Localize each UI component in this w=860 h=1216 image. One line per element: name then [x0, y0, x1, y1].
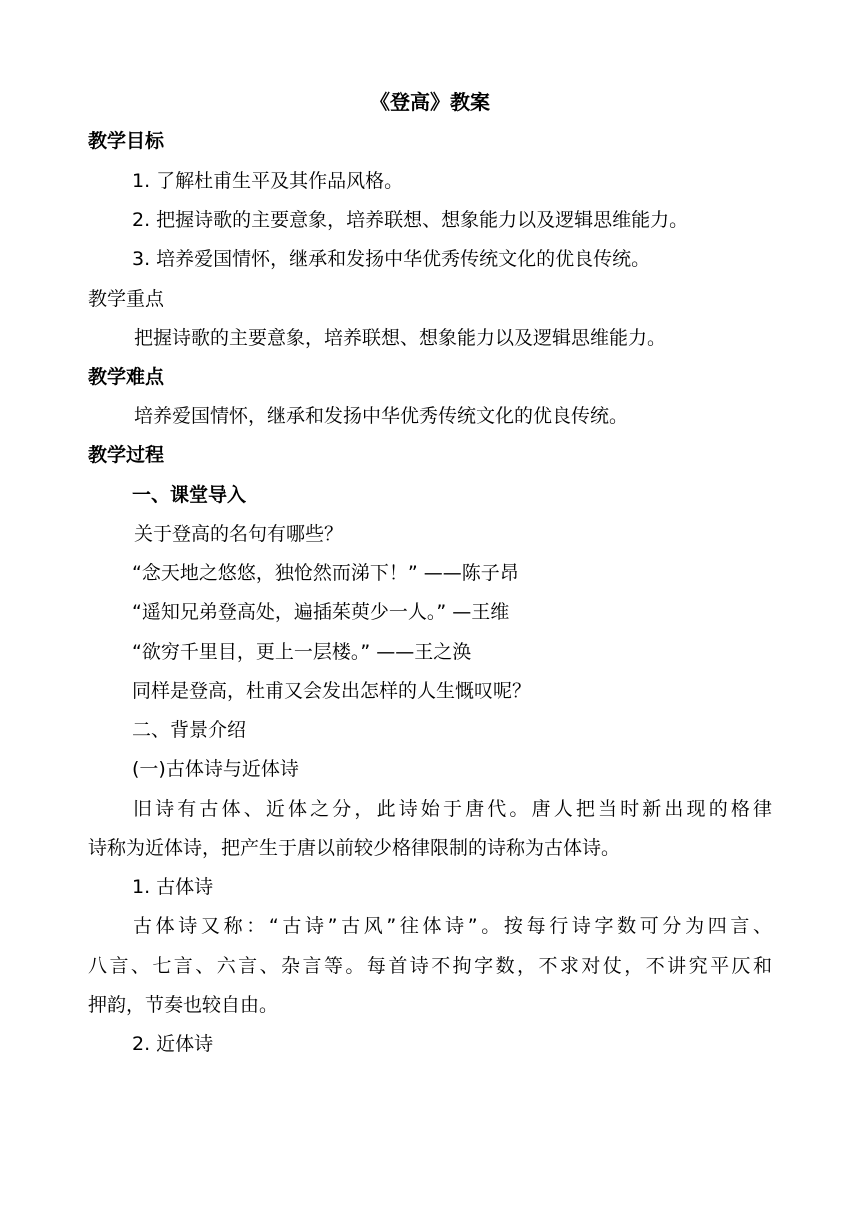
difficulties-text: 培养爱国情怀，继承和发扬中华优秀传统文化的优良传统。 [134, 405, 629, 427]
ancient-poetry-line: 八言、七言、六言、杂言等。每首诗不拘字数，不求对仗，不讲究平仄和 [88, 955, 772, 977]
key-points-text: 把握诗歌的主要意象，培养联想、想象能力以及逻辑思维能力。 [134, 327, 667, 349]
intro-closing: 同样是登高，杜甫又会发出怎样的人生慨叹呢？ [132, 680, 532, 702]
objective-item: 1. 了解杜甫生平及其作品风格。 [132, 170, 404, 192]
objective-item: 2. 把握诗歌的主要意象，培养联想、想象能力以及逻辑思维能力。 [132, 209, 689, 231]
intro-quote: “欲穷千里目，更上一层楼。” ——王之涣 [132, 641, 472, 663]
intro-question: 关于登高的名句有哪些？ [134, 523, 344, 545]
document-title: 《登高》教案 [370, 90, 490, 114]
background-paragraph-line: 旧诗有古体、近体之分，此诗始于唐代。唐人把当时新出现的格律 [133, 798, 772, 820]
ancient-poetry-heading: 1. 古体诗 [132, 876, 214, 898]
intro-heading: 一、课堂导入 [132, 484, 247, 506]
key-points-heading: 教学重点 [88, 288, 165, 310]
background-heading: 二、背景介绍 [132, 719, 247, 741]
ancient-poetry-line: 古体诗又称：“古诗”古风”往体诗”。按每行诗字数可分为四言、 [133, 915, 772, 937]
ancient-poetry-line: 押韵，节奏也较自由。 [88, 994, 279, 1016]
background-paragraph-line: 诗称为近体诗，把产生于唐以前较少格律限制的诗称为古体诗。 [88, 837, 621, 859]
objectives-heading: 教学目标 [88, 130, 165, 152]
background-subheading: (一)古体诗与近体诗 [132, 758, 299, 780]
difficulties-heading: 教学难点 [88, 366, 165, 388]
intro-quote: “遥知兄弟登高处，遍插茱萸少一人。” —王维 [132, 601, 510, 623]
intro-quote: “念天地之悠悠，独怆然而涕下！” ——陈子昂 [132, 562, 519, 584]
process-heading: 教学过程 [88, 444, 165, 466]
modern-poetry-heading: 2. 近体诗 [132, 1033, 214, 1055]
objective-item: 3. 培养爱国情怀，继承和发扬中华优秀传统文化的优良传统。 [132, 248, 651, 270]
